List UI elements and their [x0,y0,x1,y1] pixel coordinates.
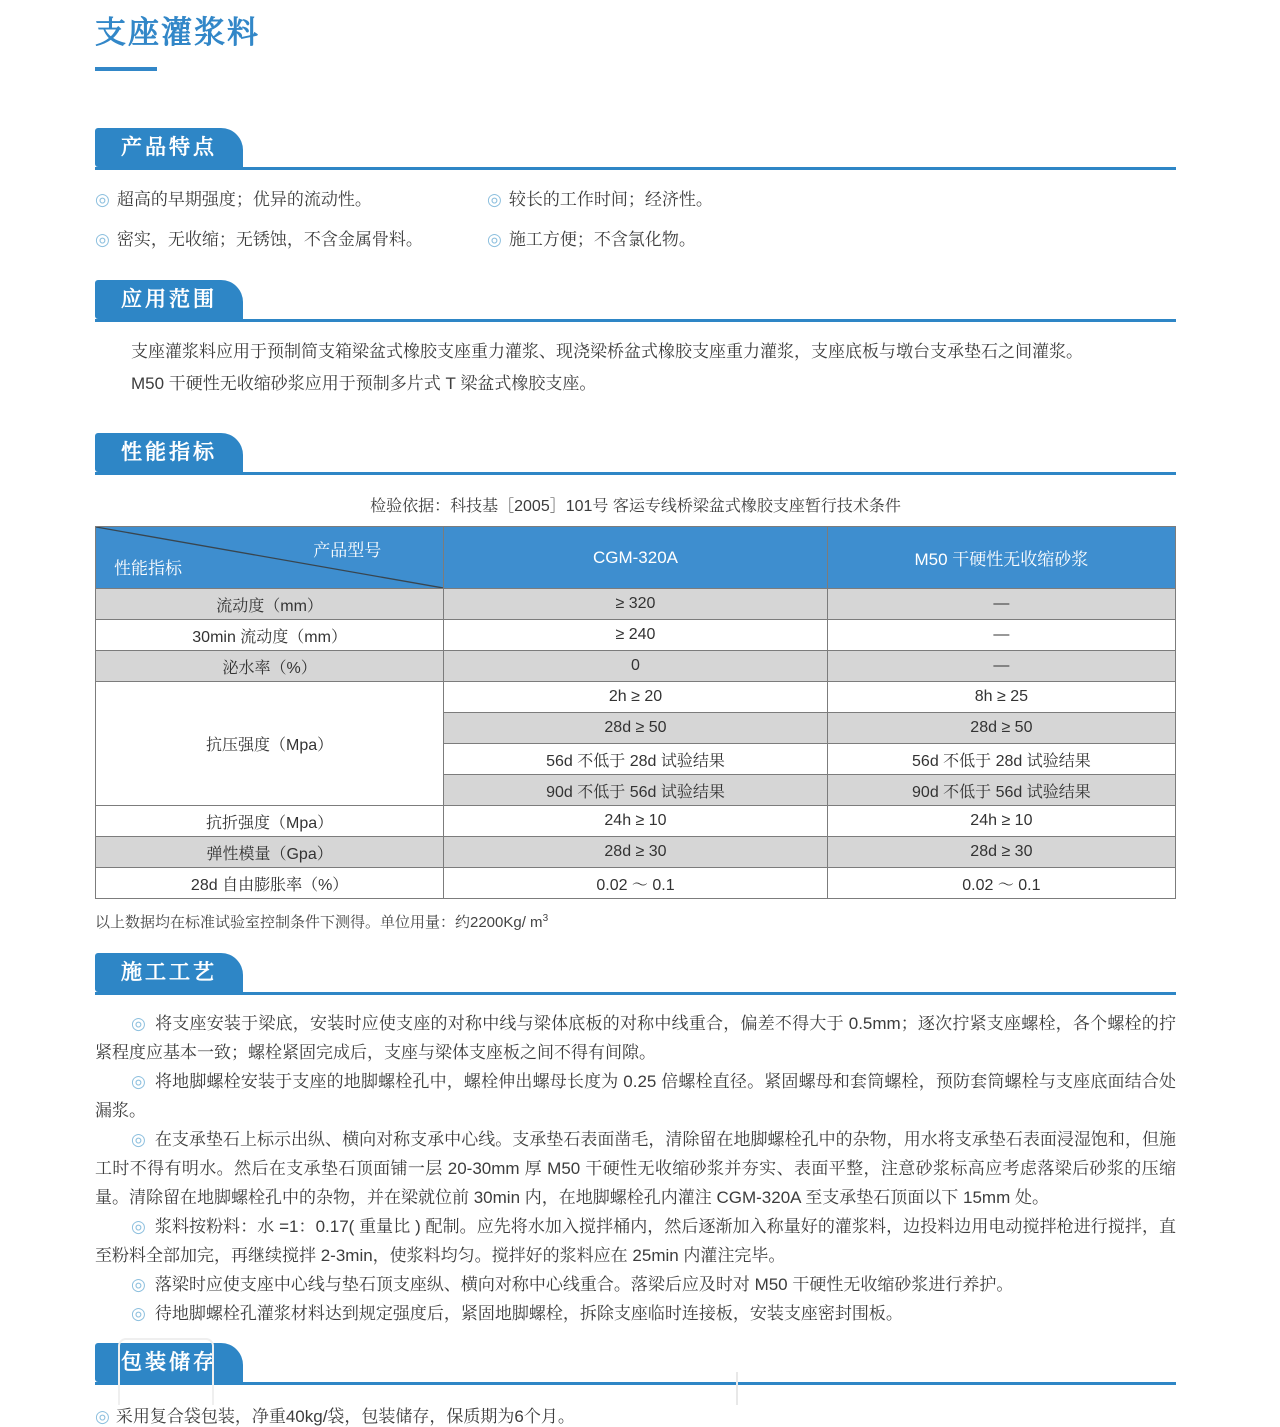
column-header-m50: M50 干硬性无收缩砂浆 [827,527,1175,589]
feature-text: 超高的早期强度；优异的流动性。 [116,190,372,210]
list-item [487,185,1176,210]
step-text: 落梁时应使支座中心线与垫石顶支座纵、横向对称中心线重合。落梁后应及时对 M50 干硬性无收缩砂浆进行养护。 [154,1275,1014,1295]
title-underline [95,67,157,71]
table-row [96,589,1176,620]
cell-value: 0 [444,651,828,682]
cell-value: 2h ≥ 20 [444,682,828,713]
cell-value: 56d 不低于 28d 试验结果 [827,744,1175,775]
step-text: 待地脚螺栓孔灌浆材料达到规定强度后，紧固地脚螺栓，拆除支座临时连接板，安装支座密封围板。 [154,1304,903,1324]
footnote-superscript: 3 [542,913,549,925]
performance-table [95,526,1176,899]
table-row [96,868,1176,899]
watermark-bag-outline [118,1338,214,1405]
watermark-line [736,1372,738,1405]
cell-value: ≥ 320 [444,589,828,620]
section-tab-features: 产品特点 [95,128,243,167]
list-item [95,225,487,250]
section-head-performance [95,433,1176,475]
step-text: 浆料按粉料：水 =1：0.17( 重量比 ) 配制。应先将水加入搅拌桶内，然后逐渐加入称量好的灌浆料，边投料边用电动搅拌枪进行搅拌，直至粉料全部加完，再继续搅拌 2-3min，使浆料均匀。搅拌好的浆料应在 25min 内灌注完毕。 [95,1217,1176,1266]
row-label: 泌水率（%） [96,651,444,682]
row-label: 弹性模量（Gpa） [96,837,444,868]
footnote-text: 以上数据均在标准试验室控制条件下测得。单位用量：约2200Kg/ m [95,914,543,932]
construction-step [95,1212,1176,1270]
page-title: 支座灌浆料 [95,15,260,50]
cell-value: 28d ≥ 50 [827,713,1175,744]
packaging-text [95,1402,1176,1427]
row-label: 30min 流动度（mm） [96,620,444,651]
ring-bullet-icon: ◎ [95,1407,110,1427]
feature-text: 较长的工作时间；经济性。 [508,190,713,210]
application-text [95,336,1176,400]
cell-value: 0.02 ～ 0.1 [444,868,828,899]
list-item [487,225,1176,250]
section-tab-application: 应用范围 [95,280,243,319]
ring-bullet-icon: ◎ [131,1130,146,1150]
row-label: 流动度（mm） [96,589,444,620]
section-head-construction [95,953,1176,995]
table-row [96,806,1176,837]
column-header-cgm320a: CGM-320A [444,527,828,589]
section-tab-construction: 施工工艺 [95,953,243,992]
cell-value: 90d 不低于 56d 试验结果 [827,775,1175,806]
cell-value: 56d 不低于 28d 试验结果 [444,744,828,775]
ring-bullet-icon: ◎ [131,1275,146,1295]
table-row [96,651,1176,682]
table-row [96,620,1176,651]
cell-value: — [827,620,1175,651]
section-head-packaging [95,1343,1176,1385]
table-row [96,682,1176,713]
list-item [95,185,487,210]
construction-step [95,1270,1176,1299]
table-footnote [95,911,1176,932]
ring-bullet-icon: ◎ [131,1217,146,1237]
diagonal-corner-cell [96,527,444,589]
row-label-compressive: 抗压强度（Mpa） [96,682,444,806]
row-label: 抗折强度（Mpa） [96,806,444,837]
ring-bullet-icon: ◎ [131,1014,147,1034]
construction-step [95,1299,1176,1328]
inspection-basis: 检验依据：科技基［2005］101号 客运专线桥梁盆式橡胶支座暂行技术条件 [370,498,901,516]
ring-bullet-icon: ◎ [487,230,502,250]
cell-value: 24h ≥ 10 [444,806,828,837]
features-list [95,185,1176,250]
cell-value: 8h ≥ 25 [827,682,1175,713]
table-row [96,837,1176,868]
section-tab-packaging: 包装储存 [95,1343,243,1382]
application-line: M50 干硬性无收缩砂浆应用于预制多片式 T 梁盆式橡胶支座。 [131,374,597,394]
corner-label-product-model: 产品型号 [313,541,382,561]
cell-value: 90d 不低于 56d 试验结果 [444,775,828,806]
section-tab-performance: 性能指标 [95,433,243,472]
table-header-row [96,527,1176,589]
ring-bullet-icon: ◎ [131,1304,146,1324]
step-text: 将支座安装于梁底，安装时应使支座的对称中线与梁体底板的对称中线重合，偏差不得大于 0.5mm；逐次拧紧支座螺栓，各个螺栓的拧紧程度应基本一致；螺栓紧固完成后，支座与梁体支座板之间不得有间隙。 [95,1014,1176,1063]
section-head-application [95,280,1176,322]
cell-value: 24h ≥ 10 [827,806,1175,837]
cell-value: — [827,589,1175,620]
ring-bullet-icon: ◎ [95,230,110,250]
construction-step [95,1009,1176,1067]
feature-text: 密实，无收缩；无锈蚀，不含金属骨料。 [116,230,423,250]
cell-value: ≥ 240 [444,620,828,651]
step-text: 将地脚螺栓安装于支座的地脚螺栓孔中，螺栓伸出螺母长度为 0.25 倍螺栓直径。紧固螺母和套筒螺栓，预防套筒螺栓与支座底面结合处漏浆。 [95,1072,1176,1121]
ring-bullet-icon: ◎ [95,190,110,210]
step-text: 在支承垫石上标示出纵、横向对称支承中心线。支承垫石表面凿毛，清除留在地脚螺栓孔中的杂物，用水将支承垫石表面浸湿饱和，但施工时不得有明水。然后在支承垫石顶面铺一层 20-30mm 厚 M50 干硬性无收缩砂浆并夯实、表面平整，注意砂浆标高应考虑落梁后砂浆的压缩量。清除留在地脚螺栓孔中的杂物，并在梁就位前 30min 内，在地脚螺栓孔内灌注 CGM-320A 至支承垫石顶面以下 15mm 处。 [95,1130,1176,1208]
feature-text: 施工方便；不含氯化物。 [508,230,696,250]
cell-value: 28d ≥ 50 [444,713,828,744]
cell-value: 0.02 ～ 0.1 [827,868,1175,899]
corner-label-performance-index: 性能指标 [114,559,182,579]
construction-step [95,1067,1176,1125]
construction-step [95,1125,1176,1212]
ring-bullet-icon: ◎ [487,190,502,210]
cell-value: 28d ≥ 30 [444,837,828,868]
row-label: 28d 自由膨胀率（%） [96,868,444,899]
packaging-line: 采用复合袋包装，净重40kg/袋，包装储存，保质期为6个月。 [115,1407,575,1427]
section-head-features [95,128,1176,170]
cell-value: 28d ≥ 30 [827,837,1175,868]
application-line: 支座灌浆料应用于预制简支箱梁盆式橡胶支座重力灌浆、现浇梁桥盆式橡胶支座重力灌浆，支座底板与墩台支承垫石之间灌浆。 [131,342,1083,362]
ring-bullet-icon: ◎ [131,1072,146,1092]
cell-value: — [827,651,1175,682]
